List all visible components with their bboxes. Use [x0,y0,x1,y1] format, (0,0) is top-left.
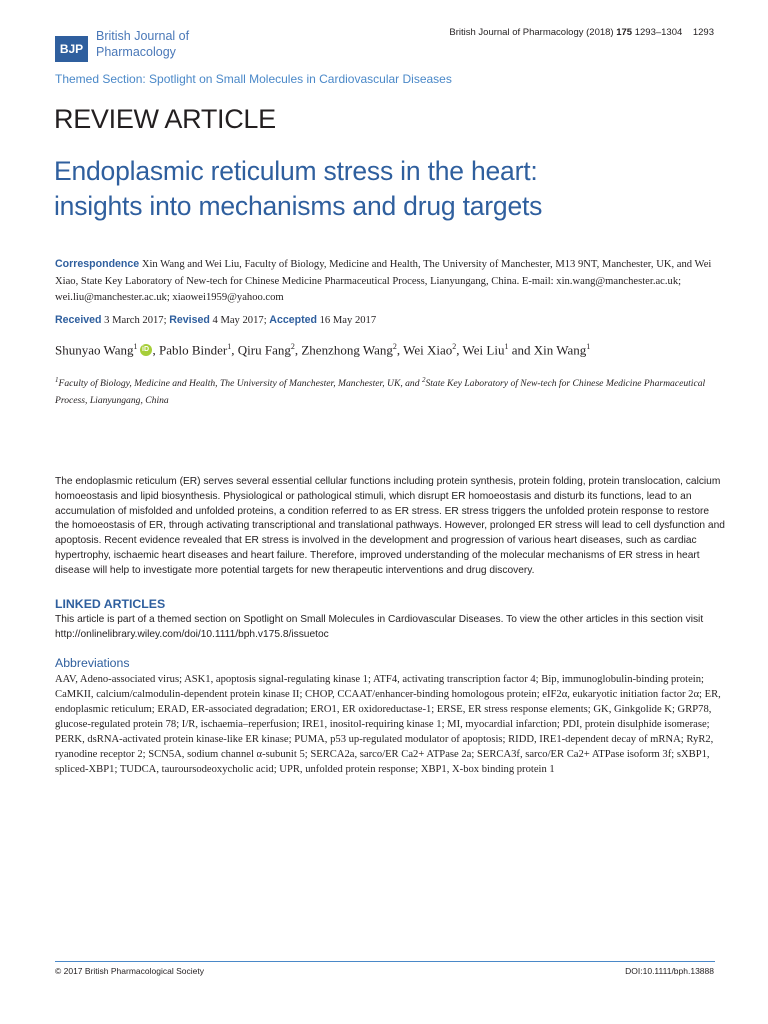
affil-sup-1: 1 [55,376,59,384]
author-affil-sup: 2 [290,342,295,351]
correspondence-text: Xin Wang and Wei Liu, Faculty of Biology, Medicine and Health, The University of Manchester, M13 9NT, Manchester, UK, and Wei Xiao, State Key Laboratory of New-tech for Chinese Medicine Pharmaceutical Process, Lianyungang, China. E-mail: xin.wang@manchester.ac.uk; wei.liu@manchester.ac.uk; xiaowei1959@yahoo.com [55,259,712,303]
affil-text-2: State Key Laboratory of New-tech for Chinese Medicine Pharmaceutical Process, Lianyungang, China [55,378,706,407]
title-line-1: Endoplasmic reticulum stress in the heart: [54,156,538,186]
page-number: 1293 [692,27,714,38]
citation-prefix: British Journal of Pharmacology (2018) [449,27,617,38]
journal-name: British Journal of Pharmacology [96,29,190,59]
affil-text-1: Faculty of Biology, Medicine and Health, The University of Manchester, Manchester, UK, and [58,378,422,390]
linked-articles-heading: LINKED ARTICLES [55,597,166,611]
author-affil-sup: 1 [504,342,509,351]
correspondence-label: Correspondence [55,258,140,270]
themed-section-link[interactable]: Themed Section: Spotlight on Small Molecules in Cardiovascular Diseases [55,72,452,86]
header-citation [449,27,714,38]
author-name[interactable]: Shunyao Wang [55,342,134,358]
footer-doi[interactable]: DOI:10.1111/bph.13888 [625,966,714,976]
author-affil-sup: 2 [392,342,397,351]
author-list: Shunyao Wang$^1$ iD , Pablo Binder$^1$, Qiru Fang$^2$, Zhenzhong Wang$^2$, Wei Xiao$^2$, Wei Liu$^1$ and Xin Wang$^1$ [55,342,591,358]
title-line-2: insights into mechanisms and drug targets [54,191,543,221]
revised-label: Revised [169,314,210,326]
orcid-icon[interactable]: iD [140,344,152,356]
citation-volume: 175 [616,27,633,38]
author-name[interactable]: Wei Xiao [403,342,453,358]
affiliations [55,372,725,409]
author-affil-sup: 1 [133,342,138,351]
author-affil-sup: 2 [452,342,457,351]
author-name[interactable]: Zhenzhong Wang [301,342,393,358]
received-label: Received [55,314,102,326]
correspondence [55,256,725,307]
citation-pages: 1293–1304 [632,27,683,38]
journal-logo [55,36,88,62]
accepted-label: Accepted [269,314,317,326]
article-type: REVIEW ARTICLE [54,104,276,134]
footer-divider [55,961,715,962]
abstract: The endoplasmic reticulum (ER) serves several essential cellular functions including protein synthesis, protein folding, protein translocation, calcium homoeostasis and lipid biosynthesis. Physiological or pathological stimuli, which disrupt ER homoeostasis and disturb its functions, lead to an accumulation of misfolded and unfolded proteins, a condition referred to as ER stress. ER stress triggers the unfolded protein response to restore the homoeostasis of ER, through activating transcriptional and translational pathways. However, prolonged ER stress will lead to cell dysfunction and apoptosis. Recent evidence revealed that ER stress is involved in the development and progression of various heart diseases, such as cardiac hypertrophy, ischaemic heart diseases and heart failure. Therefore, improved understanding of the molecular mechanisms of ER stress in heart disease will help to investigate more potential targets for new therapeutic interventions and drug discovery. [55,476,725,576]
author-name[interactable]: Xin Wang [533,342,587,358]
journal-logo-text: BJP [59,42,84,56]
author-name[interactable]: Pablo Binder [159,342,228,358]
author-name[interactable]: Wei Liu [462,342,505,358]
dates [55,314,376,326]
footer-copyright: © 2017 British Pharmacological Society [55,966,204,976]
abbreviations-text: AAV, Adeno-associated virus; ASK1, apoptosis signal-regulating kinase 1; ATF4, activating transcription factor 4; Bip, immunoglobulin-binding protein; CaMKII, calcium/calmodulin-dependent protein kinase II; CHOP, CCAAT/enhancer-binding homologous protein; eIF2α, eukaryotic initiation factor 2α; ER, endoplasmic reticulum; ERAD, ER-associated degradation; ERO1, ER oxidoreductase-1; ERSE, ER stress response elements; GK, Ginkgolide K; GRP78, glucose-regulated protein 78; I/R, ischaemia–reperfusion; IRE1, inositol-requiring kinase 1; MI, myocardial infarction; PDI, protein disulphide isomerase; PERK, dsRNA-activated protein kinase-like ER kinase; PUMA, p53 up-regulated modulator of apoptosis; RIDD, IRE1-dependent decay of mRNA; RyR2, ryanodine receptor 2; SCN5A, sodium channel α-subunit 5; SERCA2a, sarco/ER Ca2+ ATPase 2a; SERCA3f, sarco/ER Ca2+ ATPase isoform 3f; sXBP1, spliced-XBP1; TUDCA, tauroursodeoxycholic acid; UPR, unfolded protein response; XBP1, X-box binding protein 1 [55,674,721,775]
accepted-date: 16 May 2017 [316,315,377,326]
author-affil-sup: 1 [586,342,591,351]
linked-articles-text[interactable]: This article is part of a themed section on Spotlight on Small Molecules in Cardiovascular Diseases. To view the other articles in this section visit http://onlinelibrary.wiley.com/doi/10.1111/bph.v175.8/issuetoc [55,614,704,640]
received-date: 3 March 2017; [101,315,170,326]
author-name[interactable]: Qiru Fang [237,342,291,358]
affil-sup-2: 2 [421,376,426,384]
revised-date: 4 May 2017; [209,315,270,326]
article-title [54,154,724,224]
author-affil-sup: 1 [227,342,232,351]
abbreviations-heading: Abbreviations [55,656,130,670]
